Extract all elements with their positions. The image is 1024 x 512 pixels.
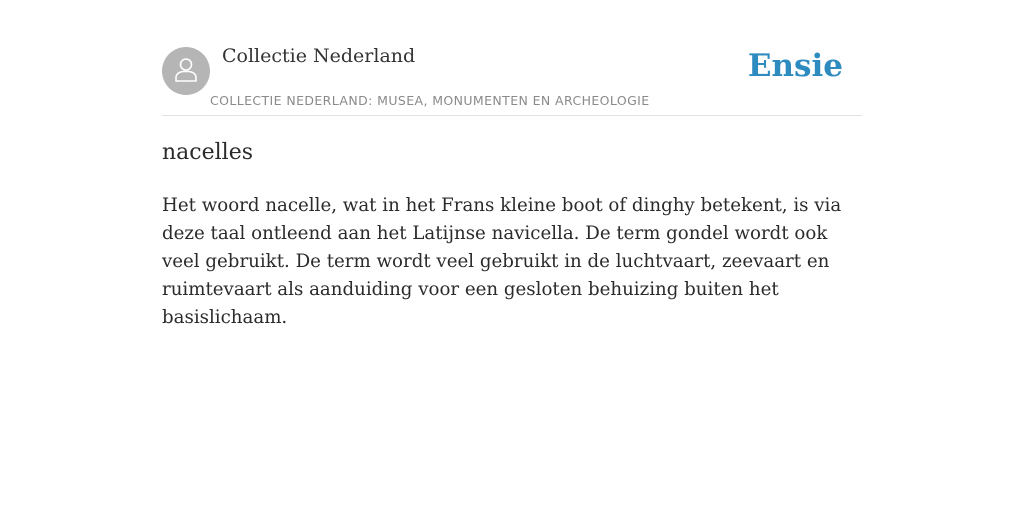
- author-avatar[interactable]: [162, 47, 210, 95]
- page-container: [162, 0, 862, 328]
- ensie-logo[interactable]: Ensie: [747, 48, 843, 84]
- user-icon: [171, 54, 201, 89]
- entry-title: nacelles: [162, 140, 254, 165]
- collection-subtitle[interactable]: COLLECTIE NEDERLAND: MUSEA, MONUMENTEN EN ARCHEOLOGIE: [210, 93, 650, 108]
- entry-header: [162, 0, 862, 116]
- author-name-link[interactable]: Collectie Nederland: [222, 45, 416, 67]
- entry-definition: Het woord nacelle, wat in het Frans kleine boot of dinghy betekent, is via deze taal ontleend aan het Latijnse navicella. De term gondel wordt ook veel gebruikt. De term wordt veel gebruikt in de luchtvaart, zeevaart en ruimtevaart als aanduiding voor een gesloten behuizing buiten het basislichaam.: [162, 195, 842, 328]
